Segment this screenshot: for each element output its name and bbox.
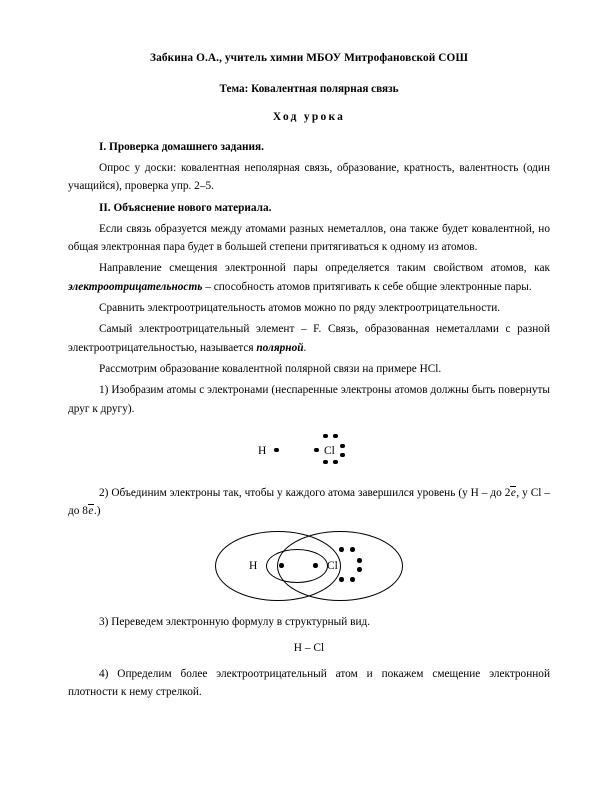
section-heading-part-two: II. Объяснение нового материала. [99,201,272,214]
lewis-chlorine-label: Cl [324,444,335,457]
lewis-hydrogen-label: Н [258,444,267,457]
figure-overlapping-shells [68,527,550,613]
step-two-middle: , у Cl – до 8 [68,486,550,518]
lone-pair-dot-top-left [339,547,344,552]
step-four-text: 4) Определим более электроотрицательный атом и покажем смещение электронной плотности к нему стрелкой. [68,667,550,698]
electron-dot-chlorine-right-lower [340,453,345,458]
electron-symbol-first: e [510,486,516,499]
lone-pair-dot-bottom-right [350,577,355,582]
shared-pair-ellipse [266,549,328,583]
paragraph-polar-bond-definition [68,320,550,357]
lesson-progress-heading: Ход урока [272,110,346,123]
section-heading-part-one: I. Проверка домашнего задания. [99,140,264,153]
overlap-chlorine-label: Cl [327,560,338,573]
lone-pair-dot-top-right [350,547,355,552]
paragraph-text-tail: . [303,341,307,354]
electron-dot-hydrogen [274,448,279,453]
electron-dot-chlorine-top-right [333,434,338,439]
electron-dot-chlorine-bottom-left [323,460,328,465]
step-one-text: 1) Изобразим атомы с электронами (неспаренные электроны атомов должны быть повернуты друг к другу). [68,384,550,415]
paragraph-electronegativity-series: Сравнить электроотрицательность атомов можно по ряду электроотрицательности. [99,302,501,315]
electron-dot-chlorine-right-upper [340,444,345,449]
step-three-text: 3) Переведем электронную формулу в структурный вид. [99,616,371,629]
paragraph-covalent-bond-intro: Если связь образуется между атомами разных неметаллов, она также будет ковалентной, но общая электронная пара будет в большей степени притягиваться к одному из атомов. [68,222,550,254]
electron-symbol-second: e [88,505,94,518]
paragraph-text-lead: Направление смещения электронной пары определяется таким свойством атомов, как [99,262,550,275]
document-author-line: Забкина О.А., учитель химии МБОУ Митрофановской СОШ [150,52,468,64]
term-polar: полярной [256,341,304,354]
electron-dot-chlorine-left [314,448,319,453]
paragraph-electronegativity-definition [68,259,550,296]
lone-pair-dot-right-upper [357,558,362,563]
overlap-figure-inner [221,527,397,611]
term-electronegativity: электроотрицательность [68,280,203,293]
step-two-text [68,484,550,521]
paragraph-text-tail: – способность атомов притягивать к себе общие электронные пары. [202,280,532,293]
lone-pair-dot-bottom-left [339,577,344,582]
shared-electron-dot-hydrogen [279,563,284,568]
overlap-hydrogen-label: Н [249,560,258,573]
lone-pair-dot-right-lower [357,567,362,572]
electron-dot-chlorine-top-left [323,434,328,439]
paragraph-text-lead: Самый электроотрицательный элемент – F. Связь, образованная неметаллами с разной электроотрицательностью, называется [68,323,550,354]
shared-electron-dot-chlorine [313,563,318,568]
paragraph-homework-check: Опрос у доски: ковалентная неполярная связь, образование, кратность, валентность (один учащийся), проверка упр. 2–5. [68,161,550,193]
figure-lewis-dot-separate-atoms [68,426,550,484]
step-two-tail: .) [93,505,101,518]
lewis-figure-inner [244,426,374,476]
step-two-lead: 2) Объединим электроны так, чтобы у каждого атома завершился уровень (у Н – до 2 [99,486,511,499]
document-topic-line: Тема: Ковалентная полярная связь [219,82,399,95]
paragraph-hcl-example: Рассмотрим образование ковалентной полярной связи на примере HCl. [99,362,442,375]
electron-dot-chlorine-bottom-right [333,460,338,465]
structural-formula-hcl: Н – Cl [293,641,325,654]
